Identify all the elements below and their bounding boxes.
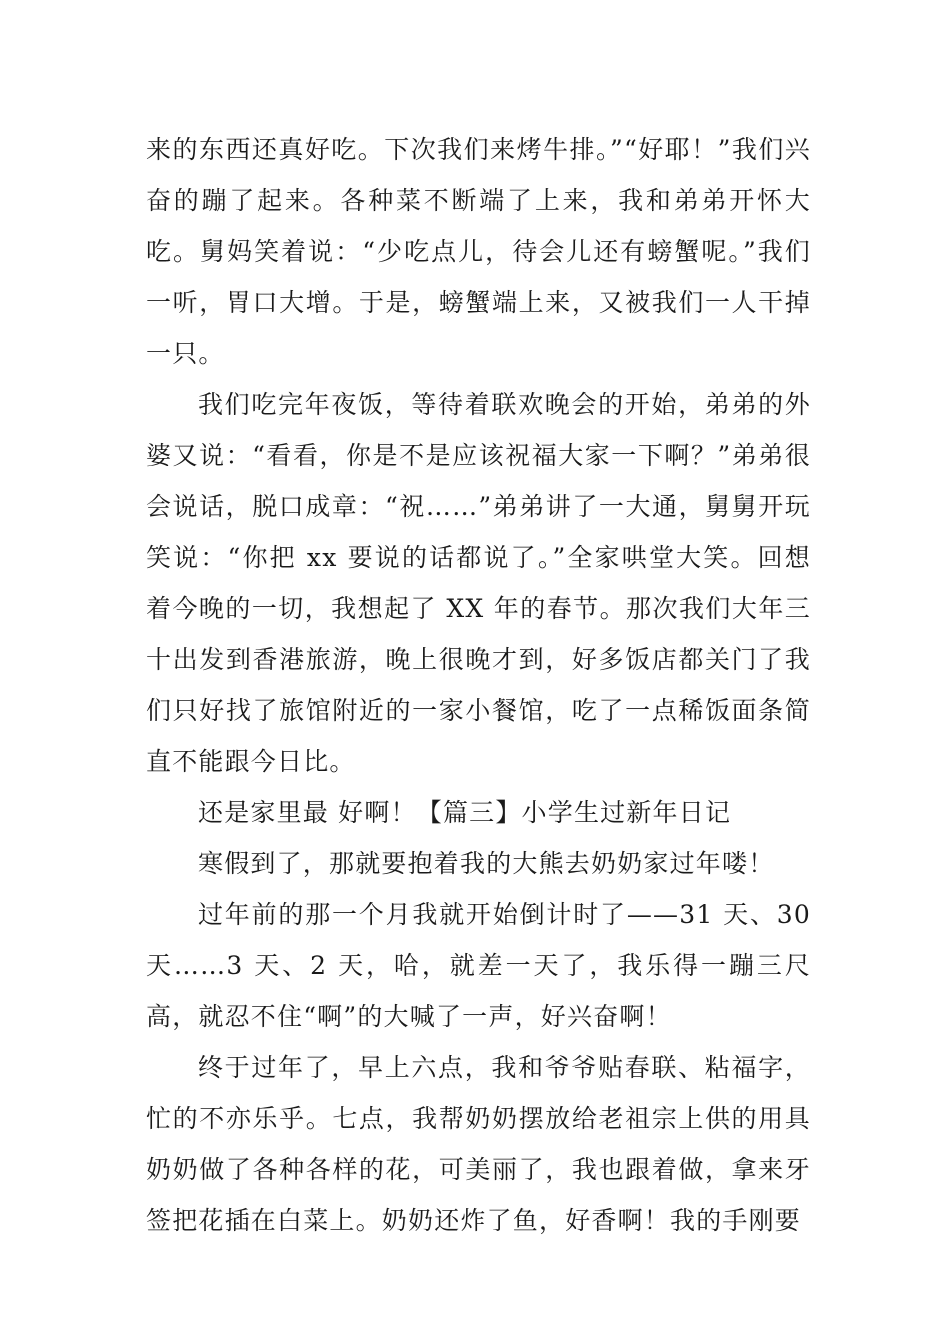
- paragraph-2: 我们吃完年夜饭，等待着联欢晚会的开始，弟弟的外婆又说：“看看，你是不是应该祝福大家一下啊？”弟弟很会说话，脱口成章：“祝……”弟弟讲了一大通，舅舅开玩笑说：“你把 xx 要说的话都说了。”全家哄堂大笑。回想着今晚的一切，我想起了 XX 年的春节。那次我们大年三十出发到香港旅游，晚上很晚才到，好多饭店都关门了我们只好找了旅馆附近的一家小餐馆，吃了一点稀饭面条简直不能跟今日比。: [146, 390, 811, 776]
- document-body: [146, 124, 811, 1246]
- paragraph-6: 终于过年了，早上六点，我和爷爷贴春联、粘福字，忙的不亦乐乎。七点，我帮奶奶摆放给老祖宗上供的用具奶奶做了各种各样的花，可美丽了，我也跟着做，拿来牙签把花插在白菜上。奶奶还炸了鱼，好香啊！我的手刚要: [146, 1053, 811, 1235]
- paragraph-3-section-title: 还是家里最 好啊！【篇三】小学生过新年日记: [198, 798, 732, 827]
- paragraph-5: 过年前的那一个月我就开始倒计时了——31 天、30 天……3 天、2 天，哈，就差一天了，我乐得一蹦三尺高，就忍不住“啊”的大喊了一声，好兴奋啊！: [146, 900, 811, 1031]
- paragraph-4: 寒假到了，那就要抱着我的大熊去奶奶家过年喽！: [198, 849, 775, 878]
- paragraph-1: 来的东西还真好吃。下次我们来烤牛排。”“好耶！”我们兴奋的蹦了起来。各种菜不断端了上来，我和弟弟开怀大吃。舅妈笑着说：“少吃点儿，待会儿还有螃蟹呢。”我们一听，胃口大增。于是，螃蟹端上来，又被我们一人干掉一只。: [146, 135, 811, 368]
